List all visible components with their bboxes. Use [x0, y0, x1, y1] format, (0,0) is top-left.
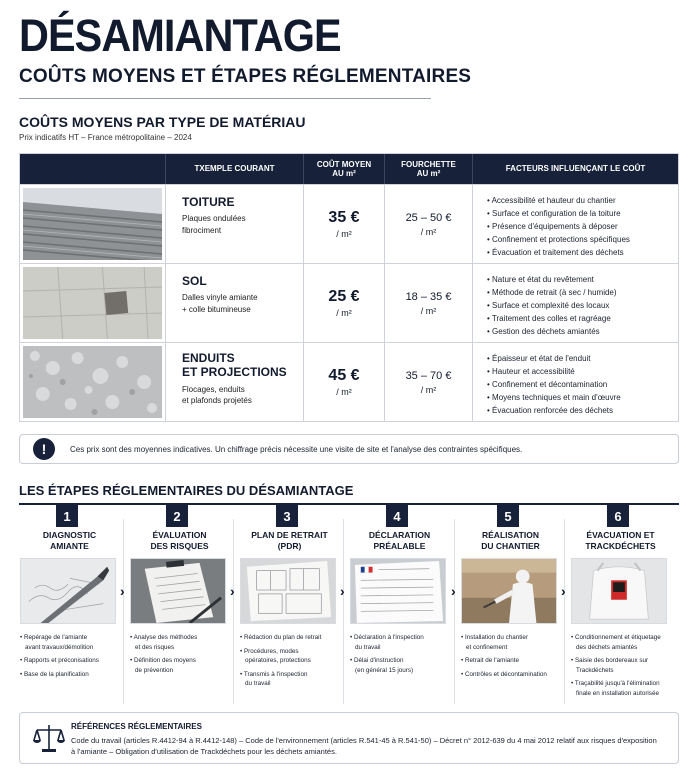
cost-unit: / m² [336, 308, 352, 318]
step-point: • Rédaction du plan de retrait [240, 633, 340, 643]
step-2 [129, 505, 230, 706]
average-cost: 45 € [328, 367, 360, 384]
chevron-right-icon: › [340, 583, 345, 599]
step-title: ÉVALUATION DES RISQUES [150, 530, 209, 551]
header-factors: FACTEURS INFLUENÇANT LE COÛT [472, 154, 678, 184]
chevron-right-icon: › [451, 583, 456, 599]
scales-of-justice-icon [32, 721, 66, 755]
note-text: Ces prix sont des moyennes indicatives. Un chiffrage précis nécessite une visite de site et l'analyse des contraintes spécifiques. [70, 444, 523, 454]
header-range: FOURCHETTE AU m² [384, 154, 472, 184]
step-point: • Retrait de l'amiante [461, 656, 561, 666]
table-row [20, 342, 678, 421]
step-divider [123, 519, 124, 704]
step-title: DÉCLARATION PRÉALABLE [368, 530, 431, 551]
step-title: ÉVACUATION ET TRACKDÉCHETS [585, 530, 656, 551]
step-number: 5 [497, 505, 519, 527]
range-unit: / m² [420, 226, 437, 237]
cost-unit: / m² [336, 229, 352, 239]
material-name: TOITURE [182, 195, 235, 209]
chevron-right-icon: › [561, 583, 566, 599]
step-divider [454, 519, 455, 704]
factors-list [472, 185, 678, 263]
step-title: DIAGNOSTIC AMIANTE [42, 530, 97, 551]
step-title: PLAN DE RETRAIT (PDR) [251, 530, 328, 551]
factor-item: • Accessibilité et hauteur du chantier [487, 194, 678, 207]
costs-section-subtitle: Prix indicatifs HT – France métropolitaine – 2024 [19, 133, 192, 142]
step-point: • Procédures, modes opératoires, protections [240, 647, 340, 666]
page-subtitle: COÛTS MOYENS ET ÉTAPES RÉGLEMENTAIRES [19, 66, 472, 87]
material-desc: Dalles vinyle amiante + colle bitumineuse [182, 293, 258, 314]
factors-list [472, 264, 678, 342]
references-title: RÉFÉRENCES RÉGLEMENTAIRES [71, 722, 202, 731]
step-point: • Saisie des bordereaux sur Trackdéchets [571, 656, 671, 675]
page-title: DÉSAMIANTAGE [19, 10, 341, 61]
step-point: • Définition des moyens de prévention [130, 656, 230, 675]
step-points [240, 633, 340, 693]
material-desc: Plaques ondulées fibrociment [182, 214, 246, 235]
header-image-col [20, 154, 165, 184]
step-divider [343, 519, 344, 704]
material-name: SOL [182, 274, 207, 288]
factor-item: • Présence d'équipements à déposer [487, 220, 678, 233]
diagnostic-photo [20, 558, 116, 624]
step-point: • Transmis à l'inspection du travail [240, 670, 340, 689]
step-4 [349, 505, 450, 706]
step-title: RÉALISATION DU CHANTIER [481, 530, 540, 551]
factor-item: • Évacuation renforcée des déchets [487, 404, 678, 417]
costs-section-title: COÛTS MOYENS PAR TYPE DE MATÉRIAU [19, 114, 306, 130]
step-1 [19, 505, 120, 706]
factor-item: • Nature et état du revêtement [487, 273, 678, 286]
factor-item: • Confinement et décontamination [487, 378, 678, 391]
factors-list [472, 343, 678, 421]
chevron-right-icon: › [230, 583, 235, 599]
factor-item: • Confinement et protections spécifiques [487, 233, 678, 246]
average-cost: 25 € [328, 288, 360, 305]
floor-photo [20, 264, 165, 342]
step-number: 1 [56, 505, 78, 527]
factor-item: • Hauteur et accessibilité [487, 365, 678, 378]
step-points [20, 633, 120, 683]
step-point: • Repérage de l'amiante avant travaux/démolition [20, 633, 120, 652]
step-point: • Rapports et préconisations [20, 656, 120, 666]
factor-item: • Surface et complexité des locaux [487, 299, 678, 312]
step-point: • Installation du chantier et confinement [461, 633, 561, 652]
regulatory-references [19, 712, 679, 764]
step-point: • Base de la planification [20, 670, 120, 680]
range-unit: / m² [420, 384, 437, 395]
factor-item: • Moyens techniques et main d'œuvre [487, 391, 678, 404]
step-points [571, 633, 671, 702]
header-cost: COÛT MOYEN AU m² [303, 154, 384, 184]
step-points [350, 633, 450, 679]
material-name: ENDUITS ET PROJECTIONS [182, 351, 287, 380]
plan-photo [240, 558, 336, 624]
roof-photo [20, 185, 165, 263]
factor-item: • Gestion des déchets amiantés [487, 325, 678, 338]
clipboard-photo [130, 558, 226, 624]
step-point: • Conditionnement et étiquetage des déchets amiantés [571, 633, 671, 652]
cost-range: 25 – 50 € [405, 211, 452, 224]
cost-range: 18 – 35 € [405, 290, 452, 303]
step-point: • Contrôles et décontamination [461, 670, 561, 680]
step-point: • Traçabilité jusqu'à l'élimination finale en installation autorisée [571, 679, 671, 698]
cost-range: 35 – 70 € [405, 369, 452, 382]
factor-item: • Surface et configuration de la toiture [487, 207, 678, 220]
table-row [20, 184, 678, 263]
coating-photo [20, 343, 165, 421]
average-cost: 35 € [328, 209, 360, 226]
factor-item: • Évacuation et traitement des déchets [487, 246, 678, 259]
step-3 [239, 505, 340, 706]
material-desc: Flocages, enduits et plafonds projetés [182, 384, 252, 405]
table-row [20, 263, 678, 342]
factor-item: • Méthode de retrait (à sec / humide) [487, 286, 678, 299]
step-number: 4 [386, 505, 408, 527]
cost-unit: / m² [336, 387, 352, 397]
factor-item: • Épaisseur et état de l'enduit [487, 352, 678, 365]
chevron-right-icon: › [120, 583, 125, 599]
step-number: 3 [276, 505, 298, 527]
step-point: • Analyse des méthodes et des risques [130, 633, 230, 652]
title-divider [19, 98, 431, 99]
factor-item: • Traitement des colles et ragréage [487, 312, 678, 325]
step-number: 2 [166, 505, 188, 527]
steps-timeline [19, 503, 679, 706]
steps-section-title: LES ÉTAPES RÉGLEMENTAIRES DU DÉSAMIANTAGE [19, 483, 354, 498]
header-example: TXEMPLE COURANT [165, 154, 303, 184]
step-6 [570, 505, 671, 706]
step-divider [233, 519, 234, 704]
step-point: • Délai d'instruction (en général 15 jours) [350, 656, 450, 675]
step-point: • Déclaration à l'inspection du travail [350, 633, 450, 652]
step-points [130, 633, 230, 679]
references-text: Code du travail (articles R.4412-94 à R.4412-148) – Code de l'environnement (articles R.541-45 à R.541-50) – Décret n° 2012-639 du 4 mai 2012 relatif aux risques d'exposition à l'amiante – Obligation d'utilisation de Trackdéchets pour les déchets amiantés. [71, 736, 657, 756]
worksite-photo [461, 558, 557, 624]
step-5 [460, 505, 561, 706]
step-divider [564, 519, 565, 704]
costs-table [19, 153, 679, 422]
range-unit: / m² [420, 305, 437, 316]
bigbag-photo [571, 558, 667, 624]
declaration-form-photo [350, 558, 446, 624]
exclamation-icon: ! [33, 438, 55, 460]
step-number: 6 [607, 505, 629, 527]
step-points [461, 633, 561, 683]
price-note [19, 434, 679, 464]
table-header [20, 154, 678, 184]
